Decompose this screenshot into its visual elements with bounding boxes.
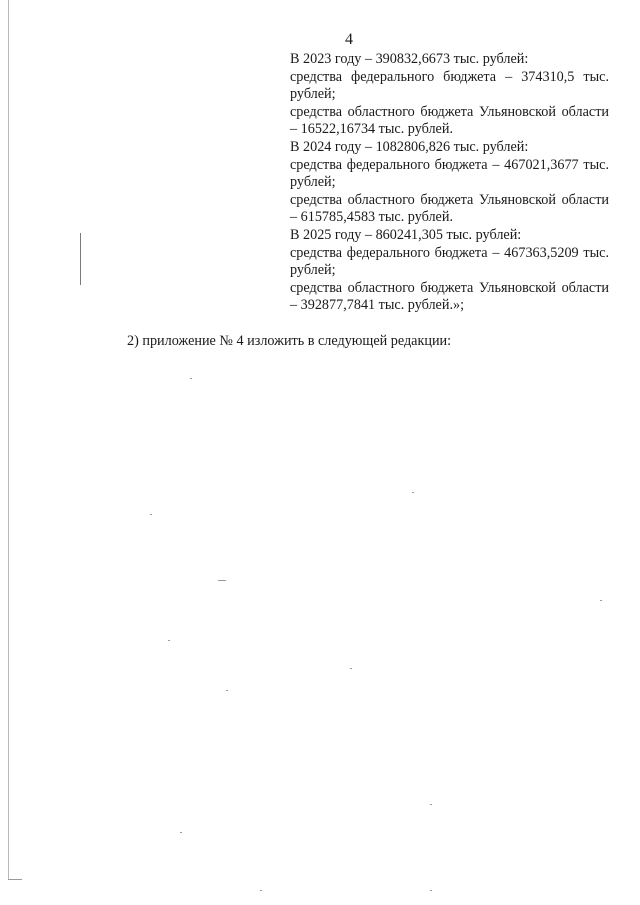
scan-speck bbox=[260, 890, 262, 891]
funding-line-2023-regional: средства областного бюджета Ульяновской области – 16522,16734 тыс. рублей. bbox=[290, 103, 609, 138]
funding-line-2025-regional: средства областного бюджета Ульяновской области – 392877,7841 тыс. рублей.»; bbox=[290, 279, 609, 314]
scan-speck bbox=[168, 640, 170, 641]
scan-edge-left bbox=[8, 0, 9, 880]
funding-block bbox=[290, 51, 609, 315]
scan-edge-bottom bbox=[8, 879, 22, 880]
page-number: 4 bbox=[345, 31, 353, 48]
scan-speck bbox=[430, 804, 432, 805]
funding-line-2024-regional: средства областного бюджета Ульяновской области – 615785,4583 тыс. рублей. bbox=[290, 191, 609, 226]
scan-speck bbox=[430, 890, 432, 891]
margin-mark bbox=[80, 233, 81, 285]
funding-line-2025-total: В 2025 году – 860241,305 тыс. рублей: bbox=[290, 226, 522, 243]
scan-speck bbox=[412, 492, 414, 493]
scan-speck bbox=[350, 668, 352, 669]
scan-speck bbox=[226, 690, 228, 691]
scan-speck bbox=[600, 600, 602, 601]
funding-line-2024-federal: средства федерального бюджета – 467021,3677 тыс. рублей; bbox=[290, 156, 609, 191]
scan-speck bbox=[180, 832, 182, 833]
funding-line-2025-federal: средства федерального бюджета – 467363,5209 тыс. рублей; bbox=[290, 244, 609, 279]
scan-speck bbox=[150, 514, 152, 515]
funding-line-2023-federal: средства федерального бюджета – 374310,5 тыс. рублей; bbox=[290, 68, 609, 103]
amendment-item-2: 2) приложение № 4 изложить в следующей редакции: bbox=[127, 333, 452, 349]
funding-line-2024-total: В 2024 году – 1082806,826 тыс. рублей: bbox=[290, 138, 529, 155]
scan-speck bbox=[218, 580, 226, 581]
funding-line-2023-total: В 2023 году – 390832,6673 тыс. рублей: bbox=[290, 51, 529, 67]
scan-speck bbox=[190, 378, 192, 379]
